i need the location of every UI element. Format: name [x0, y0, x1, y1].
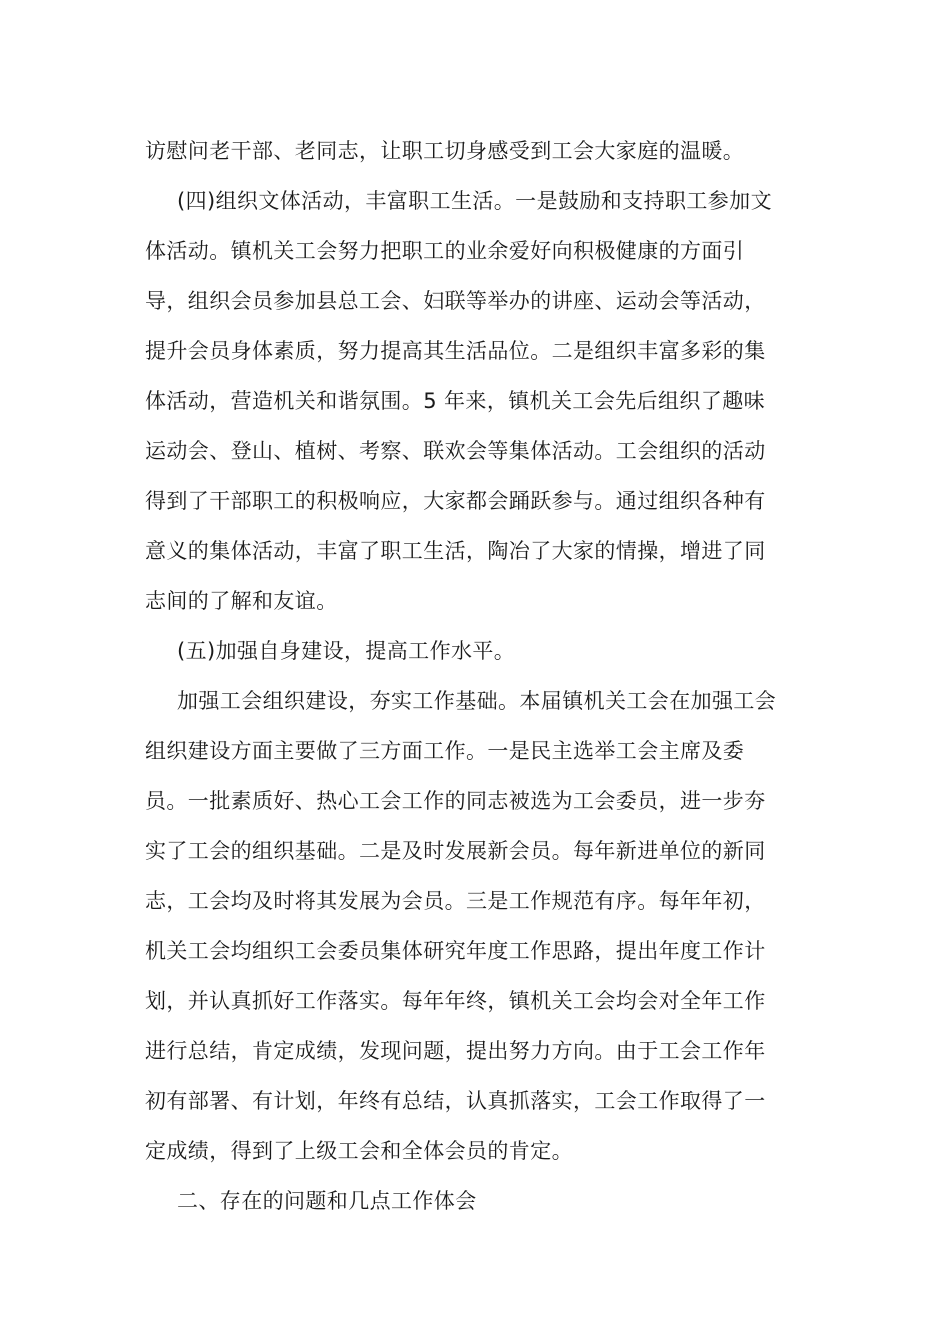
text-line: 运动会、登山、植树、考察、联欢会等集体活动。工会组织的活动	[145, 439, 766, 463]
text-line: 意义的集体活动，丰富了职工生活，陶冶了大家的情操，增进了同	[145, 539, 766, 563]
text-line: 提升会员身体素质，努力提高其生活品位。二是组织丰富多彩的集	[145, 339, 766, 363]
section-heading: 二、存在的问题和几点工作体会	[177, 1189, 477, 1213]
section-heading: (四)组织文体活动，丰富职工生活。一是鼓励和支持职工参加文	[177, 189, 772, 213]
text-line: 体活动。镇机关工会努力把职工的业余爱好向积极健康的方面引	[145, 239, 745, 263]
text-line: 机关工会均组织工会委员集体研究年度工作思路，提出年度工作计	[145, 939, 766, 963]
text-line: 加强工会组织建设，夯实工作基础。本届镇机关工会在加强工会	[177, 689, 777, 713]
text-line: 得到了干部职工的积极响应，大家都会踊跃参与。通过组织各种有	[145, 489, 766, 513]
text-line: 志间的了解和友谊。	[145, 589, 338, 613]
text-line: 初有部署、有计划，年终有总结，认真抓落实，工会工作取得了一	[145, 1089, 766, 1113]
text-line: 访慰问老干部、老同志，让职工切身感受到工会大家庭的温暖。	[145, 139, 745, 163]
text-line: 志，工会均及时将其发展为会员。三是工作规范有序。每年年初，	[145, 889, 766, 913]
text-line: 定成绩，得到了上级工会和全体会员的肯定。	[145, 1139, 573, 1163]
text-line: 实了工会的组织基础。二是及时发展新会员。每年新进单位的新同	[145, 839, 766, 863]
text-line: 划，并认真抓好工作落实。每年年终，镇机关工会均会对全年工作	[145, 989, 766, 1013]
text-line: 体活动，营造机关和谐氛围。5 年来，镇机关工会先后组织了趣味	[145, 389, 766, 413]
text-line: 员。一批素质好、热心工会工作的同志被选为工会委员，进一步夯	[145, 789, 766, 813]
section-heading: (五)加强自身建设，提高工作水平。	[177, 639, 516, 663]
text-line: 进行总结，肯定成绩，发现问题，提出努力方向。由于工会工作年	[145, 1039, 766, 1063]
text-line: 组织建设方面主要做了三方面工作。一是民主选举工会主席及委	[145, 739, 745, 763]
text-line: 导，组织会员参加县总工会、妇联等举办的讲座、运动会等活动，	[145, 289, 766, 313]
